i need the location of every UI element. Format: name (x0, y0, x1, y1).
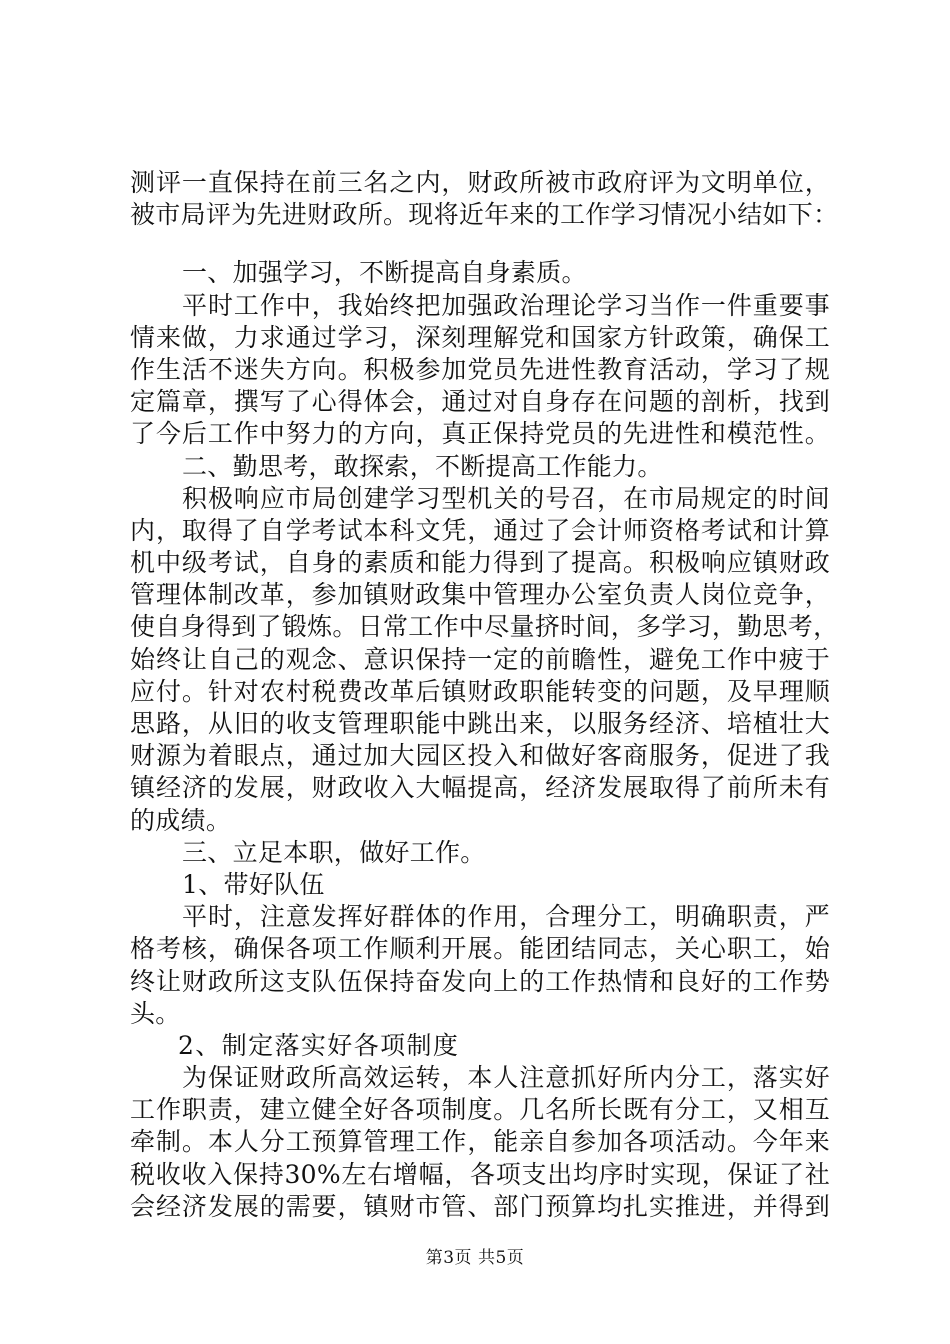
paragraph-line: 财源为着眼点，通过加大园区投入和做好客商服务，促进了我 (130, 741, 830, 771)
paragraph-line: 机中级考试，自身的素质和能力得到了提高。积极响应镇财政 (130, 548, 830, 578)
subsection-heading: 1、带好队伍 (182, 869, 325, 899)
page-number-footer: 第3页 共5页 (425, 1248, 525, 1268)
paragraph-line: 管理体制改革，参加镇财政集中管理办公室负责人岗位竞争， (130, 580, 830, 610)
paragraph-line: 头。 (130, 998, 181, 1028)
paragraph-line: 工作职责，建立健全好各项制度。几名所长既有分工，又相互 (130, 1095, 830, 1125)
section-heading: 一、加强学习，不断提高自身素质。 (182, 258, 587, 288)
paragraph-gap (130, 231, 830, 257)
paragraph-line: 作生活不迷失方向。积极参加党员先进性教育活动，学习了规 (130, 354, 830, 384)
paragraph-line: 情来做，力求通过学习，深刻理解党和国家方针政策，确保工 (130, 322, 830, 352)
paragraph-line: 了今后工作中努力的方向，真正保持党员的先进性和模范性。 (130, 419, 830, 449)
paragraph-line: 税收收入保持30%左右增幅，各项支出均序时实现，保证了社 (130, 1159, 830, 1189)
paragraph-line: 始终让自己的观念、意识保持一定的前瞻性，避免工作中疲于 (130, 644, 830, 674)
paragraph-line: 测评一直保持在前三名之内，财政所被市政府评为文明单位， (130, 168, 830, 197)
paragraph-line: 内，取得了自学考试本科文凭，通过了会计师资格考试和计算 (130, 515, 830, 545)
paragraph-line: 应付。针对农村税费改革后镇财政职能转变的问题，及早理顺 (130, 676, 830, 706)
paragraph-line: 定篇章，撰写了心得体会，通过对自身存在问题的剖析，找到 (130, 387, 830, 417)
paragraph-line: 积极响应市局创建学习型机关的号召，在市局规定的时间 (182, 483, 830, 513)
paragraph-line: 格考核，确保各项工作顺利开展。能团结同志，关心职工，始 (130, 934, 830, 964)
paragraph-line: 的成绩。 (130, 805, 232, 835)
paragraph-line: 终让财政所这支队伍保持奋发向上的工作热情和良好的工作势 (130, 966, 830, 996)
section-heading: 二、勤思考，敢探索，不断提高工作能力。 (182, 451, 663, 481)
paragraph-line: 会经济发展的需要，镇财市管、部门预算均扎实推进，并得到 (130, 1191, 830, 1221)
paragraph-line: 思路，从旧的收支管理职能中跳出来，以服务经济、培植壮大 (130, 709, 830, 738)
section-heading: 三、立足本职，做好工作。 (182, 837, 486, 867)
paragraph-line: 镇经济的发展，财政收入大幅提高，经济发展取得了前所未有 (130, 773, 830, 803)
paragraph-line: 平时，注意发挥好群体的作用，合理分工，明确职责，严 (182, 902, 830, 932)
paragraph-line: 牵制。本人分工预算管理工作，能亲自参加各项活动。今年来 (130, 1127, 830, 1157)
subsection-heading: 2、制定落实好各项制度 (178, 1030, 460, 1060)
paragraph-line: 被市局评为先进财政所。现将近年来的工作学习情况小结如下： (130, 200, 839, 230)
paragraph-line: 使自身得到了锻炼。日常工作中尽量挤时间，多学习，勤思考， (130, 612, 839, 642)
paragraph-line: 为保证财政所高效运转，本人注意抓好所内分工，落实好 (182, 1063, 830, 1093)
paragraph-line: 平时工作中，我始终把加强政治理论学习当作一件重要事 (182, 290, 830, 320)
document-body (130, 167, 839, 1223)
